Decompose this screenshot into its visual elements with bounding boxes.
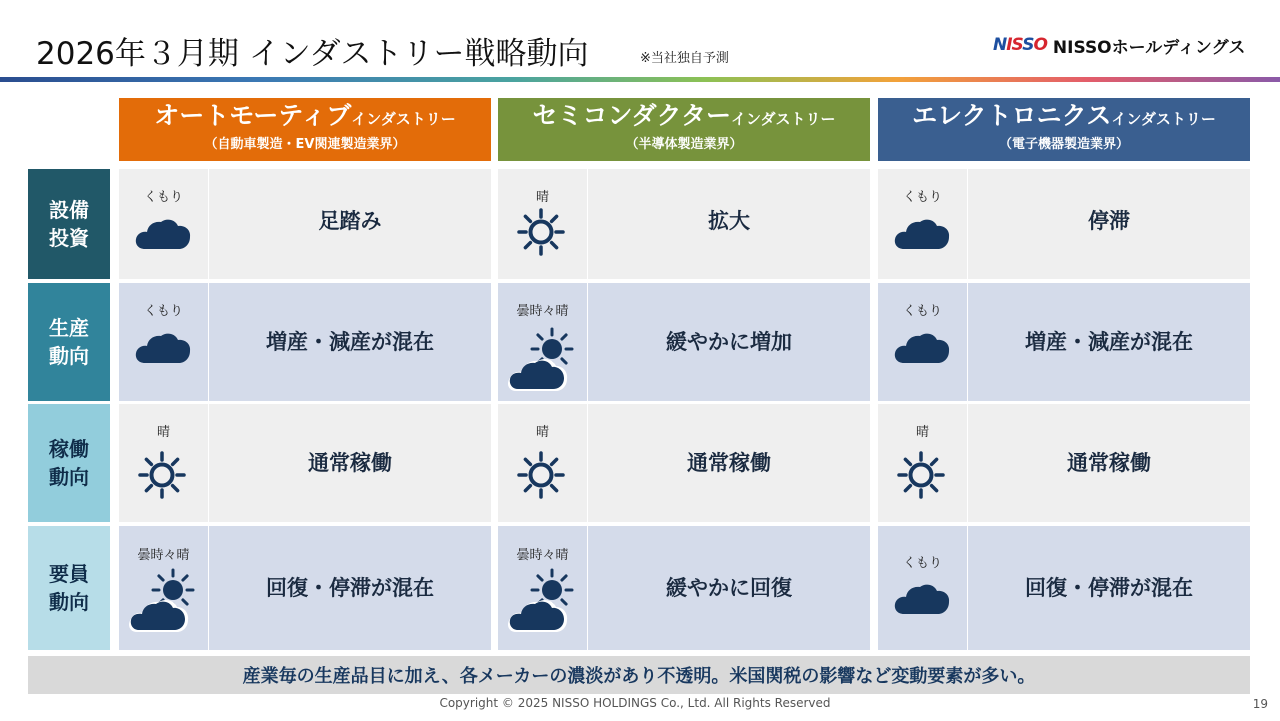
weather-block	[878, 169, 967, 279]
sun-icon	[896, 450, 946, 504]
weather-label: 晴	[535, 190, 549, 205]
status-cell	[119, 169, 491, 279]
weather-label: 曇時々晴	[516, 304, 569, 319]
cloud-icon	[894, 580, 950, 620]
industry-header-3	[878, 98, 1250, 161]
industry-name-suffix: インダストリー	[731, 110, 836, 128]
company-logo	[993, 33, 1245, 57]
weather-label: くもり	[143, 304, 183, 319]
status-cell	[878, 404, 1250, 522]
sun-icon	[137, 450, 187, 504]
industry-name	[498, 98, 870, 136]
weather-block	[498, 526, 587, 650]
industry-subtitle: （自動車製造・EV関連製造業界）	[204, 137, 406, 152]
status-cell	[878, 526, 1250, 650]
weather-label: 晴	[915, 425, 929, 440]
industry-subtitle: （半導体製造業界）	[625, 137, 743, 152]
status-cell	[119, 526, 491, 650]
industry-name-suffix: インダストリー	[351, 110, 456, 128]
industry-name	[878, 98, 1250, 136]
status-cell	[498, 404, 870, 522]
partly-sunny-icon	[508, 568, 580, 638]
status-cell	[878, 283, 1250, 401]
industry-name-suffix: インダストリー	[1111, 110, 1216, 128]
industry-name-main: セミコンダクター	[532, 101, 732, 130]
weather-label: くもり	[143, 190, 183, 205]
weather-block	[119, 283, 208, 401]
logo-mark: NISSO	[993, 35, 1047, 55]
status-text: 足踏み	[318, 209, 382, 233]
weather-label: 曇時々晴	[137, 548, 190, 563]
industry-header-2	[498, 98, 870, 161]
row-label-4	[28, 526, 110, 650]
status-cell	[498, 283, 870, 401]
status-text: 通常稼働	[687, 450, 771, 475]
page-title: 2026年３月期 インダストリー戦略動向	[36, 36, 589, 72]
forecast-note: ※当社独自予測	[640, 51, 729, 66]
industry-subtitle: （電子機器製造業界）	[998, 137, 1129, 152]
row-label-1	[28, 169, 110, 279]
row-label-text: 要員 動向	[49, 562, 89, 614]
cloud-icon	[135, 329, 191, 369]
weather-block	[119, 169, 208, 279]
cloud-icon	[894, 215, 950, 255]
cloud-icon	[135, 215, 191, 255]
status-cell	[498, 526, 870, 650]
status-cell	[119, 404, 491, 522]
industry-name	[119, 98, 491, 136]
weather-block	[878, 283, 967, 401]
row-label-text: 生産 動向	[49, 316, 89, 368]
page-number: 19	[1252, 697, 1268, 711]
row-label-2	[28, 283, 110, 401]
row-label-3	[28, 404, 110, 522]
status-cell	[119, 283, 491, 401]
weather-block	[119, 526, 208, 650]
industry-name-main: エレクトロニクス	[912, 101, 1112, 130]
weather-label: くもり	[902, 556, 942, 571]
status-text: 緩やかに回復	[666, 575, 792, 600]
logo-text: NISSOホールディングス	[1052, 37, 1246, 58]
status-text: 停滞	[1088, 209, 1130, 233]
sun-icon	[516, 207, 566, 261]
status-text: 緩やかに増加	[666, 329, 792, 354]
summary-banner: 産業毎の生産品目に加え、各メーカーの濃淡があり不透明。米国関税の影響など変動要素が多い。	[28, 656, 1250, 694]
weather-block	[498, 169, 587, 279]
weather-label: くもり	[902, 304, 942, 319]
industry-name-main: オートモーティブ	[154, 101, 352, 130]
weather-block	[878, 526, 967, 650]
weather-block	[498, 283, 587, 401]
row-label-text: 稼働 動向	[49, 437, 89, 489]
status-text: 回復・停滞が混在	[266, 575, 434, 600]
partly-sunny-icon	[129, 568, 201, 638]
weather-block	[878, 404, 967, 522]
weather-label: 晴	[156, 425, 170, 440]
status-cell	[878, 169, 1250, 279]
weather-label: くもり	[902, 190, 942, 205]
weather-label: 晴	[535, 425, 549, 440]
status-text: 増産・減産が混在	[266, 329, 434, 354]
status-cell	[498, 169, 870, 279]
header-gradient-divider	[0, 77, 1280, 82]
weather-label: 曇時々晴	[516, 548, 569, 563]
status-text: 回復・停滞が混在	[1025, 575, 1193, 600]
weather-block	[119, 404, 208, 522]
copyright: Copyright © 2025 NISSO HOLDINGS Co., Ltd. All Rights Reserved	[439, 696, 831, 710]
status-text: 通常稼働	[308, 450, 392, 475]
status-text: 拡大	[708, 209, 750, 233]
partly-sunny-icon	[508, 327, 580, 397]
status-text: 通常稼働	[1067, 450, 1151, 475]
weather-block	[498, 404, 587, 522]
industry-header-1	[119, 98, 491, 161]
row-label-text: 設備 投資	[49, 198, 89, 250]
cloud-icon	[894, 329, 950, 369]
sun-icon	[516, 450, 566, 504]
status-text: 増産・減産が混在	[1025, 329, 1193, 354]
